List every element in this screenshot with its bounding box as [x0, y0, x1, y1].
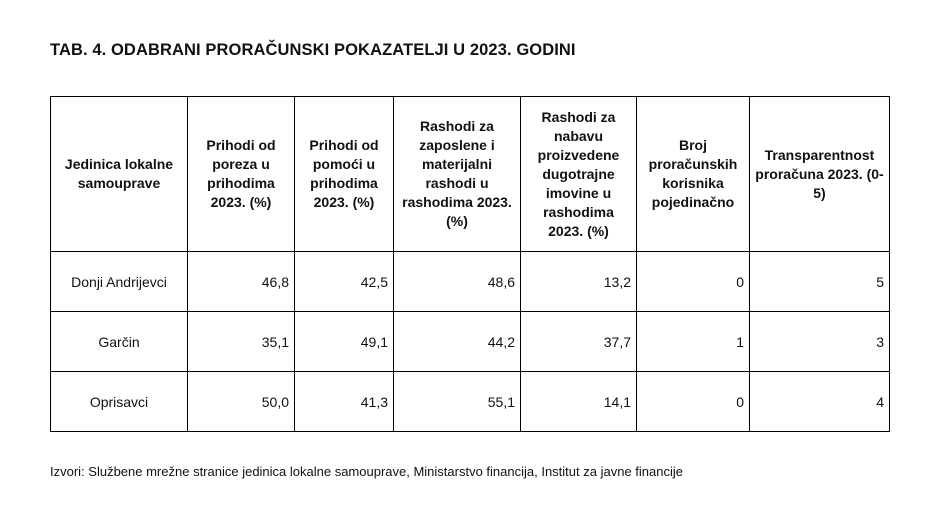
- source-note: Izvori: Službene mrežne stranice jedinica lokalne samouprave, Ministarstvo financija, Institut za javne financije: [50, 464, 683, 479]
- table-row: [51, 312, 890, 372]
- table-row: [51, 372, 890, 432]
- cell-staff-material-expenses: 44,2: [394, 312, 521, 372]
- cell-transparency: 4: [750, 372, 890, 432]
- header-unit: Jedinica lokalne samouprave: [51, 97, 188, 252]
- header-row: [51, 97, 890, 252]
- cell-transparency: 5: [750, 252, 890, 312]
- cell-aid-revenue: 49,1: [295, 312, 394, 372]
- header-transparency: Transparentnost proračuna 2023. (0-5): [750, 97, 890, 252]
- header-budget-users-count: Broj proračunskih korisnika pojedinačno: [637, 97, 750, 252]
- header-staff-material-expenses: Rashodi za zaposlene i materijalni rashodi u rashodima 2023. (%): [394, 97, 521, 252]
- table-title: TAB. 4. ODABRANI PRORAČUNSKI POKAZATELJI U 2023. GODINI: [50, 41, 576, 59]
- cell-tax-revenue: 46,8: [188, 252, 295, 312]
- cell-tax-revenue: 50,0: [188, 372, 295, 432]
- header-tax-revenue: Prihodi od poreza u prihodima 2023. (%): [188, 97, 295, 252]
- cell-unit: Garčin: [51, 312, 188, 372]
- header-aid-revenue: Prihodi od pomoći u prihodima 2023. (%): [295, 97, 394, 252]
- cell-fixed-assets-expenses: 13,2: [521, 252, 637, 312]
- cell-budget-users-count: 1: [637, 312, 750, 372]
- cell-staff-material-expenses: 55,1: [394, 372, 521, 432]
- cell-budget-users-count: 0: [637, 372, 750, 432]
- cell-unit: Oprisavci: [51, 372, 188, 432]
- cell-transparency: 3: [750, 312, 890, 372]
- cell-staff-material-expenses: 48,6: [394, 252, 521, 312]
- cell-tax-revenue: 35,1: [188, 312, 295, 372]
- cell-fixed-assets-expenses: 37,7: [521, 312, 637, 372]
- header-fixed-assets-expenses: Rashodi za nabavu proizvedene dugotrajne imovine u rashodima 2023. (%): [521, 97, 637, 252]
- budget-indicators-table: [50, 96, 890, 432]
- cell-fixed-assets-expenses: 14,1: [521, 372, 637, 432]
- table-row: [51, 252, 890, 312]
- cell-budget-users-count: 0: [637, 252, 750, 312]
- cell-unit: Donji Andrijevci: [51, 252, 188, 312]
- cell-aid-revenue: 41,3: [295, 372, 394, 432]
- cell-aid-revenue: 42,5: [295, 252, 394, 312]
